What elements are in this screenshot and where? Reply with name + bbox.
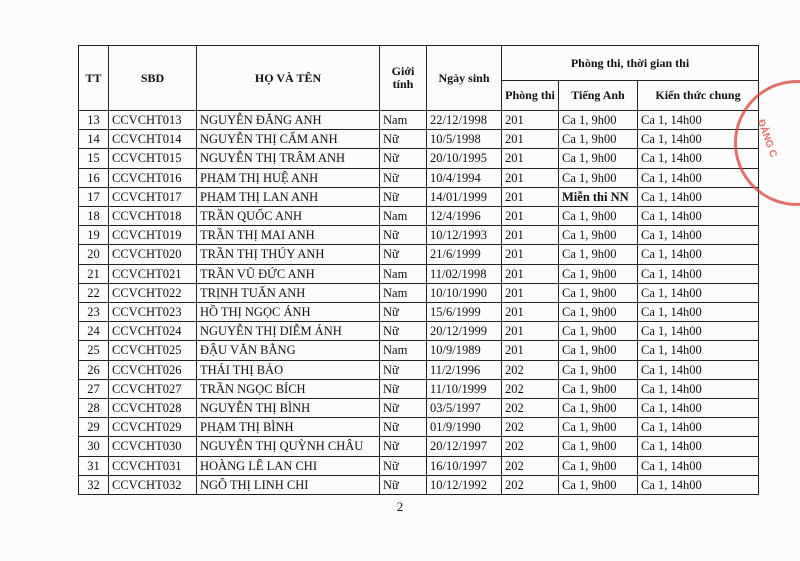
cell-name: TRẦN NGỌC BÍCH xyxy=(197,379,380,398)
cell-sbd: CCVCHT022 xyxy=(109,283,197,302)
cell-english: Ca 1, 9h00 xyxy=(559,322,638,341)
cell-room: 202 xyxy=(502,379,559,398)
table-row xyxy=(79,475,759,494)
table-row xyxy=(79,360,759,379)
cell-gender: Nữ xyxy=(380,168,427,187)
cell-dob: 10/9/1989 xyxy=(427,341,502,360)
cell-name: NGUYỄN THỊ BÌNH xyxy=(197,399,380,418)
cell-gender: Nữ xyxy=(380,379,427,398)
cell-tt: 27 xyxy=(79,379,109,398)
cell-name: THÁI THỊ BẢO xyxy=(197,360,380,379)
cell-tt: 24 xyxy=(79,322,109,341)
cell-english: Ca 1, 9h00 xyxy=(559,418,638,437)
cell-room: 201 xyxy=(502,130,559,149)
cell-tt: 20 xyxy=(79,245,109,264)
cell-tt: 32 xyxy=(79,475,109,494)
stamp-text: ĐẢNG C xyxy=(754,118,779,159)
cell-dob: 11/10/1999 xyxy=(427,379,502,398)
cell-name: HOÀNG LÊ LAN CHI xyxy=(197,456,380,475)
header-name: HỌ VÀ TÊN xyxy=(197,46,380,111)
cell-general: Ca 1, 14h00 xyxy=(638,303,759,322)
cell-english: Ca 1, 9h00 xyxy=(559,111,638,130)
cell-general: Ca 1, 14h00 xyxy=(638,130,759,149)
table-row xyxy=(79,111,759,130)
cell-general: Ca 1, 14h00 xyxy=(638,341,759,360)
cell-dob: 20/12/1999 xyxy=(427,322,502,341)
cell-sbd: CCVCHT020 xyxy=(109,245,197,264)
cell-room: 202 xyxy=(502,437,559,456)
cell-dob: 03/5/1997 xyxy=(427,399,502,418)
cell-room: 202 xyxy=(502,399,559,418)
cell-tt: 26 xyxy=(79,360,109,379)
cell-english: Ca 1, 9h00 xyxy=(559,475,638,494)
cell-english: Ca 1, 9h00 xyxy=(559,379,638,398)
table-row xyxy=(79,245,759,264)
cell-general: Ca 1, 14h00 xyxy=(638,111,759,130)
cell-general: Ca 1, 14h00 xyxy=(638,437,759,456)
cell-tt: 17 xyxy=(79,187,109,206)
cell-general: Ca 1, 14h00 xyxy=(638,475,759,494)
cell-room: 202 xyxy=(502,475,559,494)
header-english: Tiếng Anh xyxy=(559,81,638,111)
table-row xyxy=(79,283,759,302)
cell-dob: 11/02/1998 xyxy=(427,264,502,283)
cell-general: Ca 1, 14h00 xyxy=(638,379,759,398)
cell-english: Ca 1, 9h00 xyxy=(559,264,638,283)
cell-dob: 20/10/1995 xyxy=(427,149,502,168)
cell-dob: 10/10/1990 xyxy=(427,283,502,302)
cell-sbd: CCVCHT031 xyxy=(109,456,197,475)
cell-tt: 21 xyxy=(79,264,109,283)
cell-gender: Nữ xyxy=(380,399,427,418)
cell-gender: Nữ xyxy=(380,418,427,437)
cell-tt: 14 xyxy=(79,130,109,149)
cell-gender: Nam xyxy=(380,283,427,302)
cell-name: TRẦN THỊ THÚY ANH xyxy=(197,245,380,264)
table-row xyxy=(79,149,759,168)
cell-sbd: CCVCHT014 xyxy=(109,130,197,149)
cell-english: Ca 1, 9h00 xyxy=(559,168,638,187)
cell-general: Ca 1, 14h00 xyxy=(638,418,759,437)
cell-english: Miễn thi NN xyxy=(559,187,638,206)
cell-tt: 15 xyxy=(79,149,109,168)
cell-room: 201 xyxy=(502,226,559,245)
cell-sbd: CCVCHT015 xyxy=(109,149,197,168)
table-body xyxy=(79,111,759,495)
cell-general: Ca 1, 14h00 xyxy=(638,283,759,302)
cell-name: PHẠM THỊ BÌNH xyxy=(197,418,380,437)
cell-sbd: CCVCHT017 xyxy=(109,187,197,206)
cell-general: Ca 1, 14h00 xyxy=(638,360,759,379)
cell-dob: 16/10/1997 xyxy=(427,456,502,475)
table-row xyxy=(79,207,759,226)
table-row xyxy=(79,187,759,206)
cell-dob: 10/4/1994 xyxy=(427,168,502,187)
cell-dob: 10/5/1998 xyxy=(427,130,502,149)
header-gender: Giới tính xyxy=(380,46,427,111)
cell-room: 202 xyxy=(502,360,559,379)
cell-room: 202 xyxy=(502,456,559,475)
cell-sbd: CCVCHT032 xyxy=(109,475,197,494)
cell-tt: 22 xyxy=(79,283,109,302)
table-row xyxy=(79,168,759,187)
cell-room: 201 xyxy=(502,283,559,302)
cell-room: 201 xyxy=(502,187,559,206)
cell-tt: 31 xyxy=(79,456,109,475)
cell-name: ĐẬU VĂN BẰNG xyxy=(197,341,380,360)
cell-english: Ca 1, 9h00 xyxy=(559,456,638,475)
cell-gender: Nam xyxy=(380,341,427,360)
cell-general: Ca 1, 14h00 xyxy=(638,149,759,168)
cell-room: 201 xyxy=(502,245,559,264)
cell-name: NGUYỄN THỊ DIỄM ÁNH xyxy=(197,322,380,341)
header-general: Kiến thức chung xyxy=(638,81,759,111)
cell-tt: 30 xyxy=(79,437,109,456)
cell-sbd: CCVCHT029 xyxy=(109,418,197,437)
cell-dob: 20/12/1997 xyxy=(427,437,502,456)
cell-room: 201 xyxy=(502,341,559,360)
cell-room: 201 xyxy=(502,322,559,341)
cell-gender: Nữ xyxy=(380,303,427,322)
page-number: 2 xyxy=(396,499,404,514)
header-sbd: SBD xyxy=(109,46,197,111)
table-row xyxy=(79,264,759,283)
cell-dob: 22/12/1998 xyxy=(427,111,502,130)
cell-gender: Nữ xyxy=(380,475,427,494)
cell-name: NGUYỄN THỊ CẨM ANH xyxy=(197,130,380,149)
table-row xyxy=(79,379,759,398)
cell-gender: Nữ xyxy=(380,322,427,341)
cell-room: 201 xyxy=(502,303,559,322)
cell-english: Ca 1, 9h00 xyxy=(559,399,638,418)
cell-gender: Nữ xyxy=(380,437,427,456)
cell-sbd: CCVCHT028 xyxy=(109,399,197,418)
table-row xyxy=(79,437,759,456)
header-dob: Ngày sinh xyxy=(427,46,502,111)
cell-sbd: CCVCHT023 xyxy=(109,303,197,322)
cell-room: 201 xyxy=(502,207,559,226)
cell-tt: 25 xyxy=(79,341,109,360)
cell-english: Ca 1, 9h00 xyxy=(559,226,638,245)
cell-general: Ca 1, 14h00 xyxy=(638,168,759,187)
table-row xyxy=(79,341,759,360)
cell-room: 201 xyxy=(502,149,559,168)
cell-sbd: CCVCHT027 xyxy=(109,379,197,398)
header-row xyxy=(79,46,759,81)
cell-english: Ca 1, 9h00 xyxy=(559,283,638,302)
cell-sbd: CCVCHT030 xyxy=(109,437,197,456)
cell-name: NGUYỄN THỊ QUỲNH CHÂU xyxy=(197,437,380,456)
cell-dob: 11/2/1996 xyxy=(427,360,502,379)
cell-sbd: CCVCHT021 xyxy=(109,264,197,283)
cell-gender: Nữ xyxy=(380,245,427,264)
cell-tt: 13 xyxy=(79,111,109,130)
cell-name: PHẠM THỊ HUỆ ANH xyxy=(197,168,380,187)
cell-name: NGUYỄN ĐĂNG ANH xyxy=(197,111,380,130)
cell-gender: Nữ xyxy=(380,226,427,245)
cell-name: TRẦN THỊ MAI ANH xyxy=(197,226,380,245)
cell-dob: 12/4/1996 xyxy=(427,207,502,226)
cell-sbd: CCVCHT024 xyxy=(109,322,197,341)
cell-gender: Nữ xyxy=(380,149,427,168)
cell-general: Ca 1, 14h00 xyxy=(638,207,759,226)
cell-english: Ca 1, 9h00 xyxy=(559,207,638,226)
exam-roster-table xyxy=(78,45,759,495)
cell-general: Ca 1, 14h00 xyxy=(638,226,759,245)
header-room: Phòng thi xyxy=(502,81,559,111)
cell-sbd: CCVCHT019 xyxy=(109,226,197,245)
cell-dob: 01/9/1990 xyxy=(427,418,502,437)
cell-english: Ca 1, 9h00 xyxy=(559,360,638,379)
cell-gender: Nam xyxy=(380,207,427,226)
cell-dob: 10/12/1992 xyxy=(427,475,502,494)
header-tt: TT xyxy=(79,46,109,111)
cell-general: Ca 1, 14h00 xyxy=(638,245,759,264)
cell-english: Ca 1, 9h00 xyxy=(559,149,638,168)
cell-tt: 19 xyxy=(79,226,109,245)
cell-sbd: CCVCHT025 xyxy=(109,341,197,360)
cell-gender: Nam xyxy=(380,111,427,130)
cell-english: Ca 1, 9h00 xyxy=(559,303,638,322)
cell-sbd: CCVCHT013 xyxy=(109,111,197,130)
cell-general: Ca 1, 14h00 xyxy=(638,456,759,475)
cell-name: NGUYỄN THỊ TRÂM ANH xyxy=(197,149,380,168)
cell-room: 201 xyxy=(502,168,559,187)
cell-dob: 10/12/1993 xyxy=(427,226,502,245)
cell-tt: 18 xyxy=(79,207,109,226)
cell-gender: Nữ xyxy=(380,456,427,475)
cell-general: Ca 1, 14h00 xyxy=(638,187,759,206)
table-row xyxy=(79,130,759,149)
cell-name: TRẦN VŨ ĐỨC ANH xyxy=(197,264,380,283)
cell-sbd: CCVCHT016 xyxy=(109,168,197,187)
cell-sbd: CCVCHT026 xyxy=(109,360,197,379)
table-row xyxy=(79,303,759,322)
cell-tt: 28 xyxy=(79,399,109,418)
cell-gender: Nữ xyxy=(380,130,427,149)
cell-name: TRỊNH TUẤN ANH xyxy=(197,283,380,302)
cell-tt: 23 xyxy=(79,303,109,322)
cell-dob: 15/6/1999 xyxy=(427,303,502,322)
cell-room: 201 xyxy=(502,264,559,283)
cell-tt: 16 xyxy=(79,168,109,187)
cell-room: 202 xyxy=(502,418,559,437)
cell-general: Ca 1, 14h00 xyxy=(638,399,759,418)
cell-general: Ca 1, 14h00 xyxy=(638,322,759,341)
cell-name: NGÔ THỊ LINH CHI xyxy=(197,475,380,494)
cell-gender: Nữ xyxy=(380,360,427,379)
cell-name: PHẠM THỊ LAN ANH xyxy=(197,187,380,206)
cell-sbd: CCVCHT018 xyxy=(109,207,197,226)
cell-room: 201 xyxy=(502,111,559,130)
table-row xyxy=(79,418,759,437)
table-row xyxy=(79,322,759,341)
table-row xyxy=(79,399,759,418)
cell-english: Ca 1, 9h00 xyxy=(559,341,638,360)
table-row xyxy=(79,226,759,245)
cell-english: Ca 1, 9h00 xyxy=(559,245,638,264)
cell-english: Ca 1, 9h00 xyxy=(559,130,638,149)
cell-name: TRẦN QUỐC ANH xyxy=(197,207,380,226)
cell-dob: 14/01/1999 xyxy=(427,187,502,206)
cell-tt: 29 xyxy=(79,418,109,437)
cell-english: Ca 1, 9h00 xyxy=(559,437,638,456)
cell-general: Ca 1, 14h00 xyxy=(638,264,759,283)
cell-gender: Nam xyxy=(380,264,427,283)
table-row xyxy=(79,456,759,475)
cell-dob: 21/6/1999 xyxy=(427,245,502,264)
header-exam-group: Phòng thi, thời gian thi xyxy=(502,46,759,81)
cell-gender: Nữ xyxy=(380,187,427,206)
cell-name: HỒ THỊ NGỌC ÁNH xyxy=(197,303,380,322)
